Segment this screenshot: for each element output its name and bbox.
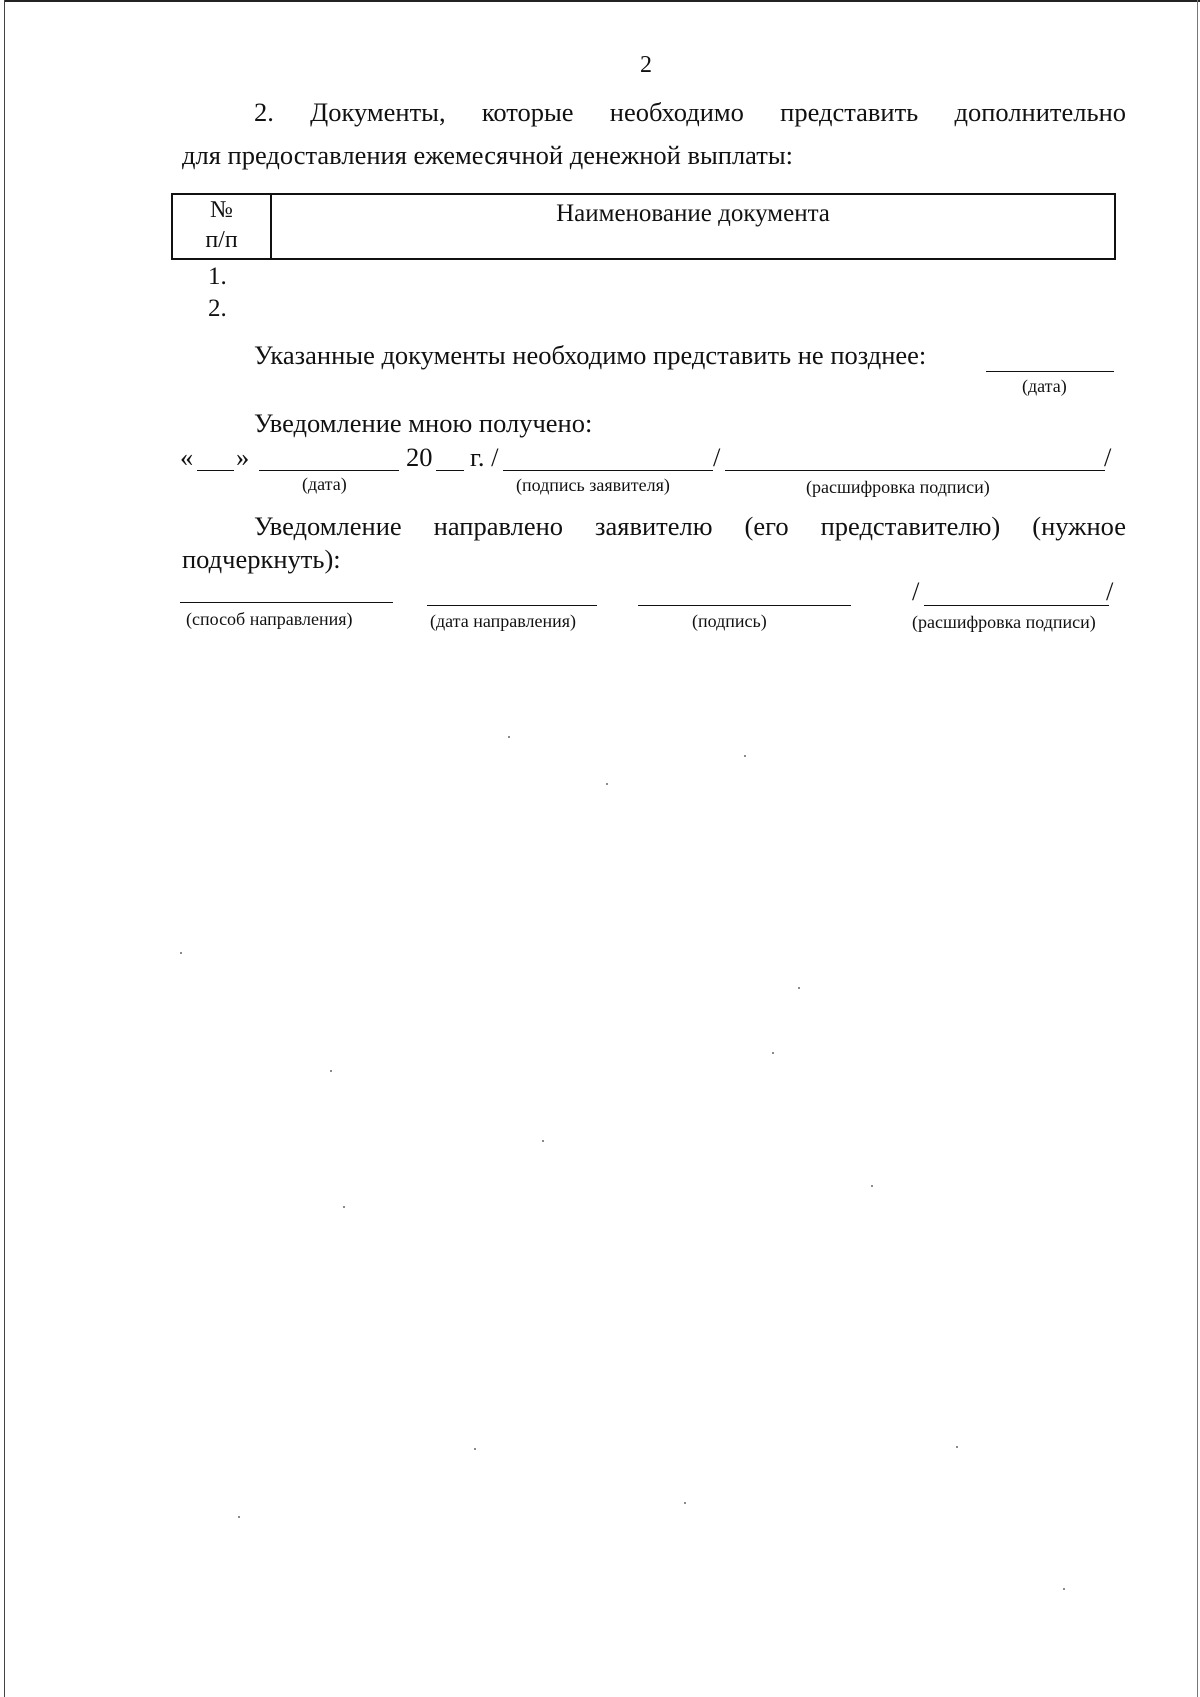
sender-signature-caption: (подпись) (692, 611, 767, 631)
scan-speck (606, 783, 608, 785)
sender-signature-end-separator: / (1106, 576, 1114, 606)
table-header-number-line2: п/п (205, 227, 238, 253)
close-quote: » (236, 442, 250, 472)
year-suffix: г. / (470, 442, 499, 472)
scan-speck (744, 755, 746, 757)
page-edge-left (4, 0, 5, 1697)
sender-signature-decoding-caption: (расшифровка подписи) (912, 612, 1096, 632)
applicant-signature-caption: (подпись заявителя) (516, 475, 670, 495)
page-edge-right (1197, 0, 1198, 1697)
year-prefix: 20 (406, 442, 433, 472)
signature-separator: / (713, 442, 721, 472)
table-row-number: 2. (208, 295, 227, 322)
delivery-date-caption: (дата направления) (430, 611, 577, 631)
section-heading-line2: для предоставления ежемесячной денежной выплаты: (182, 140, 793, 170)
deadline-date-field[interactable] (986, 371, 1114, 372)
sender-signature-decoding-field[interactable] (924, 605, 1109, 606)
delivery-date-field[interactable] (427, 605, 597, 606)
applicant-signature-decoding-caption: (расшифровка подписи) (806, 477, 990, 497)
deadline-date-caption: (дата) (1022, 376, 1067, 396)
received-date-caption: (дата) (302, 474, 347, 494)
scan-speck (474, 1448, 476, 1450)
notice-sent-text-line2: подчеркнуть): (182, 544, 341, 574)
scan-speck (684, 1502, 686, 1504)
section-heading-line1: 2. Документы, которые необходимо представить дополнительно (254, 97, 1126, 127)
delivery-method-field[interactable] (180, 602, 393, 603)
scan-speck (180, 952, 182, 954)
notice-received-text: Уведомление мною получено: (254, 408, 593, 438)
day-field[interactable] (197, 470, 234, 471)
month-field[interactable] (259, 470, 399, 471)
scan-speck (330, 1070, 332, 1072)
scan-speck (238, 1516, 240, 1518)
documents-table (171, 193, 1116, 260)
scan-speck (1063, 1588, 1065, 1590)
year-field[interactable] (436, 470, 464, 471)
scan-speck (871, 1185, 873, 1187)
signature-end-separator: / (1104, 442, 1112, 472)
page-edge-top (4, 0, 1200, 2)
table-header-number (173, 195, 270, 255)
table-row-number: 1. (208, 263, 227, 290)
sender-signature-field[interactable] (638, 605, 851, 606)
scan-speck (508, 736, 510, 738)
sender-signature-separator: / (912, 576, 920, 606)
applicant-signature-field[interactable] (503, 470, 713, 471)
delivery-method-caption: (способ направления) (186, 609, 353, 629)
applicant-signature-decoding-field[interactable] (725, 470, 1105, 471)
open-quote: « (180, 442, 194, 472)
scan-speck (772, 1052, 774, 1054)
table-header-number-line1: № (210, 197, 233, 223)
page-number: 2 (640, 52, 652, 78)
scan-speck (542, 1140, 544, 1142)
scan-speck (798, 987, 800, 989)
deadline-statement: Указанные документы необходимо представить не позднее: (254, 340, 927, 370)
table-header-document-name: Наименование документа (556, 200, 830, 227)
scan-speck (343, 1206, 345, 1208)
scan-speck (956, 1446, 958, 1448)
notice-sent-text-line1: Уведомление направлено заявителю (его представителю) (нужное (254, 511, 1126, 541)
